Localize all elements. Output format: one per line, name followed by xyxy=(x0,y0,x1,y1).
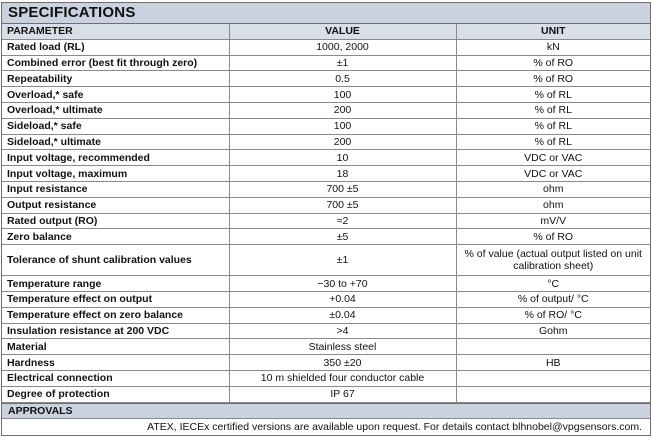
unit-cell: HB xyxy=(456,355,650,371)
unit-cell: % of RL xyxy=(456,134,650,150)
table-row xyxy=(2,134,650,150)
specifications-table xyxy=(2,24,650,403)
parameter-cell: Temperature effect on zero balance xyxy=(2,307,229,323)
unit-cell: % of output/ °C xyxy=(456,291,650,307)
unit-cell: ohm xyxy=(456,181,650,197)
parameter-cell: Input resistance xyxy=(2,181,229,197)
unit-cell xyxy=(456,339,650,355)
parameter-cell: Overload,* ultimate xyxy=(2,102,229,118)
parameter-cell: Input voltage, recommended xyxy=(2,150,229,166)
table-row xyxy=(2,291,650,307)
header-parameter: PARAMETER xyxy=(2,24,229,39)
value-cell: 350 ±20 xyxy=(229,355,456,371)
parameter-cell: Electrical connection xyxy=(2,370,229,386)
header-unit: UNIT xyxy=(456,24,650,39)
table-row xyxy=(2,181,650,197)
unit-cell: VDC or VAC xyxy=(456,150,650,166)
parameter-cell: Rated output (RO) xyxy=(2,213,229,229)
value-cell: +0.04 xyxy=(229,291,456,307)
unit-cell: % of value (actual output listed on unit calibration sheet) xyxy=(456,245,650,276)
value-cell: 700 ±5 xyxy=(229,197,456,213)
parameter-cell: Combined error (best fit through zero) xyxy=(2,55,229,71)
parameter-cell: Overload,* safe xyxy=(2,87,229,103)
table-header-row xyxy=(2,24,650,39)
value-cell: 200 xyxy=(229,102,456,118)
table-row xyxy=(2,102,650,118)
parameter-cell: Input voltage, maximum xyxy=(2,166,229,182)
value-cell: >4 xyxy=(229,323,456,339)
parameter-cell: Temperature range xyxy=(2,276,229,292)
table-row xyxy=(2,386,650,402)
specifications-panel xyxy=(1,2,651,436)
parameter-cell: Tolerance of shunt calibration values xyxy=(2,245,229,276)
table-row xyxy=(2,166,650,182)
value-cell: ±0.04 xyxy=(229,307,456,323)
unit-cell: % of RL xyxy=(456,102,650,118)
value-cell: Stainless steel xyxy=(229,339,456,355)
value-cell: 100 xyxy=(229,118,456,134)
table-row xyxy=(2,355,650,371)
table-row xyxy=(2,323,650,339)
parameter-cell: Sideload,* ultimate xyxy=(2,134,229,150)
unit-cell: mV/V xyxy=(456,213,650,229)
value-cell: 18 xyxy=(229,166,456,182)
unit-cell: % of RL xyxy=(456,87,650,103)
table-row xyxy=(2,213,650,229)
approvals-text: ATEX, IECEx certified versions are available upon request. For details contact blhnobel@vpgsensors.com. xyxy=(147,420,642,433)
table-row xyxy=(2,276,650,292)
value-cell: −30 to +70 xyxy=(229,276,456,292)
table-row xyxy=(2,71,650,87)
table-row xyxy=(2,87,650,103)
table-row xyxy=(2,370,650,386)
unit-cell xyxy=(456,370,650,386)
parameter-cell: Output resistance xyxy=(2,197,229,213)
specifications-title: SPECIFICATIONS xyxy=(2,3,650,24)
value-cell: 10 xyxy=(229,150,456,166)
table-row xyxy=(2,307,650,323)
parameter-cell: Zero balance xyxy=(2,229,229,245)
parameter-cell: Repeatability xyxy=(2,71,229,87)
parameter-cell: Degree of protection xyxy=(2,386,229,402)
unit-cell: VDC or VAC xyxy=(456,166,650,182)
table-row xyxy=(2,229,650,245)
value-cell: 0.5 xyxy=(229,71,456,87)
parameter-cell: Material xyxy=(2,339,229,355)
value-cell: 10 m shielded four conductor cable xyxy=(229,370,456,386)
table-row xyxy=(2,197,650,213)
parameter-cell: Temperature effect on output xyxy=(2,291,229,307)
unit-cell: kN xyxy=(456,39,650,55)
table-row xyxy=(2,118,650,134)
parameter-cell: Rated load (RL) xyxy=(2,39,229,55)
parameter-cell: Insulation resistance at 200 VDC xyxy=(2,323,229,339)
unit-cell: % of RO xyxy=(456,55,650,71)
unit-cell: Gohm xyxy=(456,323,650,339)
unit-cell: % of RL xyxy=(456,118,650,134)
unit-cell: °C xyxy=(456,276,650,292)
table-row xyxy=(2,150,650,166)
value-cell: ±5 xyxy=(229,229,456,245)
table-row xyxy=(2,55,650,71)
table-row xyxy=(2,245,650,276)
value-cell: 200 xyxy=(229,134,456,150)
unit-cell xyxy=(456,386,650,402)
value-cell: 100 xyxy=(229,87,456,103)
unit-cell: % of RO xyxy=(456,71,650,87)
value-cell: 700 ±5 xyxy=(229,181,456,197)
unit-cell: ohm xyxy=(456,197,650,213)
value-cell: ±1 xyxy=(229,55,456,71)
parameter-cell: Sideload,* safe xyxy=(2,118,229,134)
value-cell: ≈2 xyxy=(229,213,456,229)
header-value: VALUE xyxy=(229,24,456,39)
approvals-title: APPROVALS xyxy=(2,403,650,419)
table-row xyxy=(2,339,650,355)
value-cell: 1000, 2000 xyxy=(229,39,456,55)
unit-cell: % of RO/ °C xyxy=(456,307,650,323)
parameter-cell: Hardness xyxy=(2,355,229,371)
table-row xyxy=(2,39,650,55)
value-cell: ±1 xyxy=(229,245,456,276)
value-cell: IP 67 xyxy=(229,386,456,402)
unit-cell: % of RO xyxy=(456,229,650,245)
